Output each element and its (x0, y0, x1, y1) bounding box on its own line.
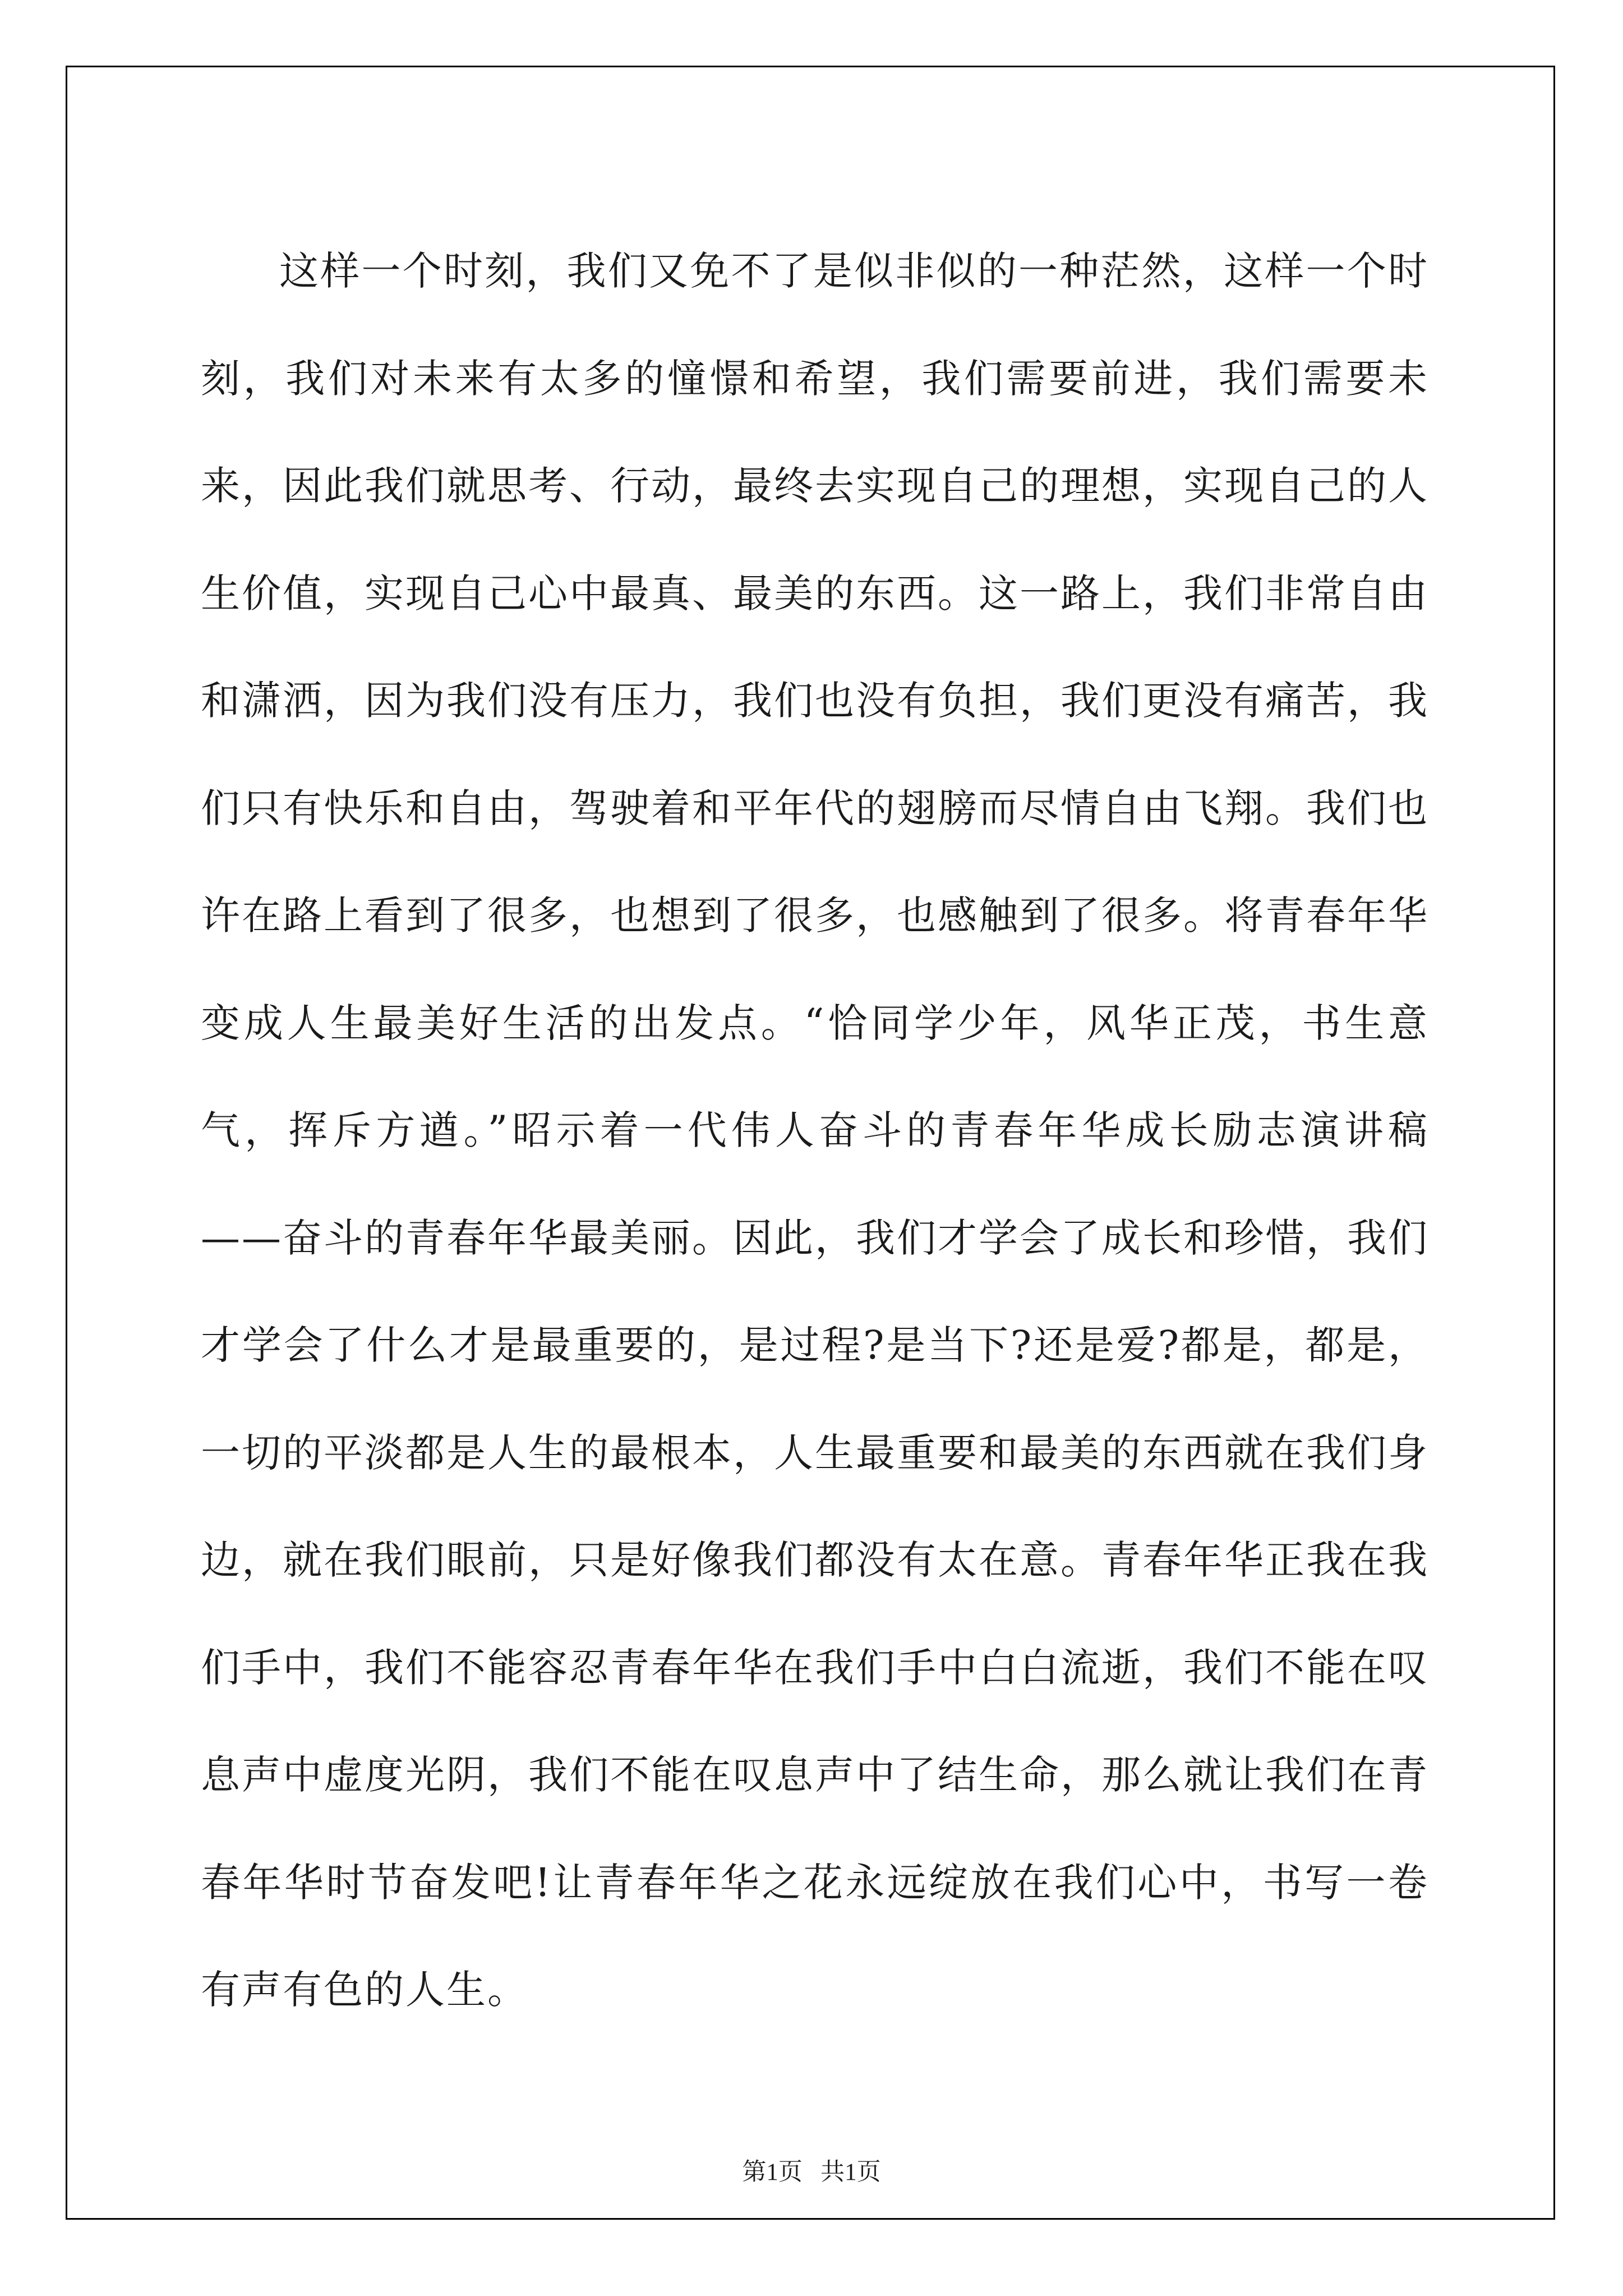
page-number-footer: 第1页 共1页 (742, 2159, 881, 2185)
body-paragraph: 这样一个时刻，我们又免不了是似非似的一种茫然，这样一个时刻，我们对未来有太多的憧憬和希望，我们需要前进，我们需要未来，因此我们就思考、行动，最终去实现自己的理想，实现自己的人生价值，实现自己心中最真、最美的东西。这一路上，我们非常自由和潇洒，因为我们没有压力，我们也没有负担，我们更没有痛苦，我们只有快乐和自由，驾驶着和平年代的翅膀而尽情自由飞翔。我们也许在路上看到了很多，也想到了很多，也感触到了很多。将青春年华变成人生最美好生活的出发点。“恰同学少年，风华正茂，书生意气，挥斥方遒。”昭示着一代伟人奋斗的青春年华成长励志演讲稿——奋斗的青春年华最美丽。因此，我们才学会了成长和珍惜，我们才学会了什么才是最重要的，是过程?是当下?还是爱?都是，都是，一切的平淡都是人生的最根本，人生最重要和最美的东西就在我们身边，就在我们眼前，只是好像我们都没有太在意。青春年华正我在我们手中，我们不能容忍青春年华在我们手中白白流逝，我们不能在叹息声中虚度光阴，我们不能在叹息声中了结生命，那么就让我们在青春年华时节奋发吧!让青春年华之花永远绽放在我们心中，书写一卷有声有色的人生。 (201, 248, 1429, 2013)
